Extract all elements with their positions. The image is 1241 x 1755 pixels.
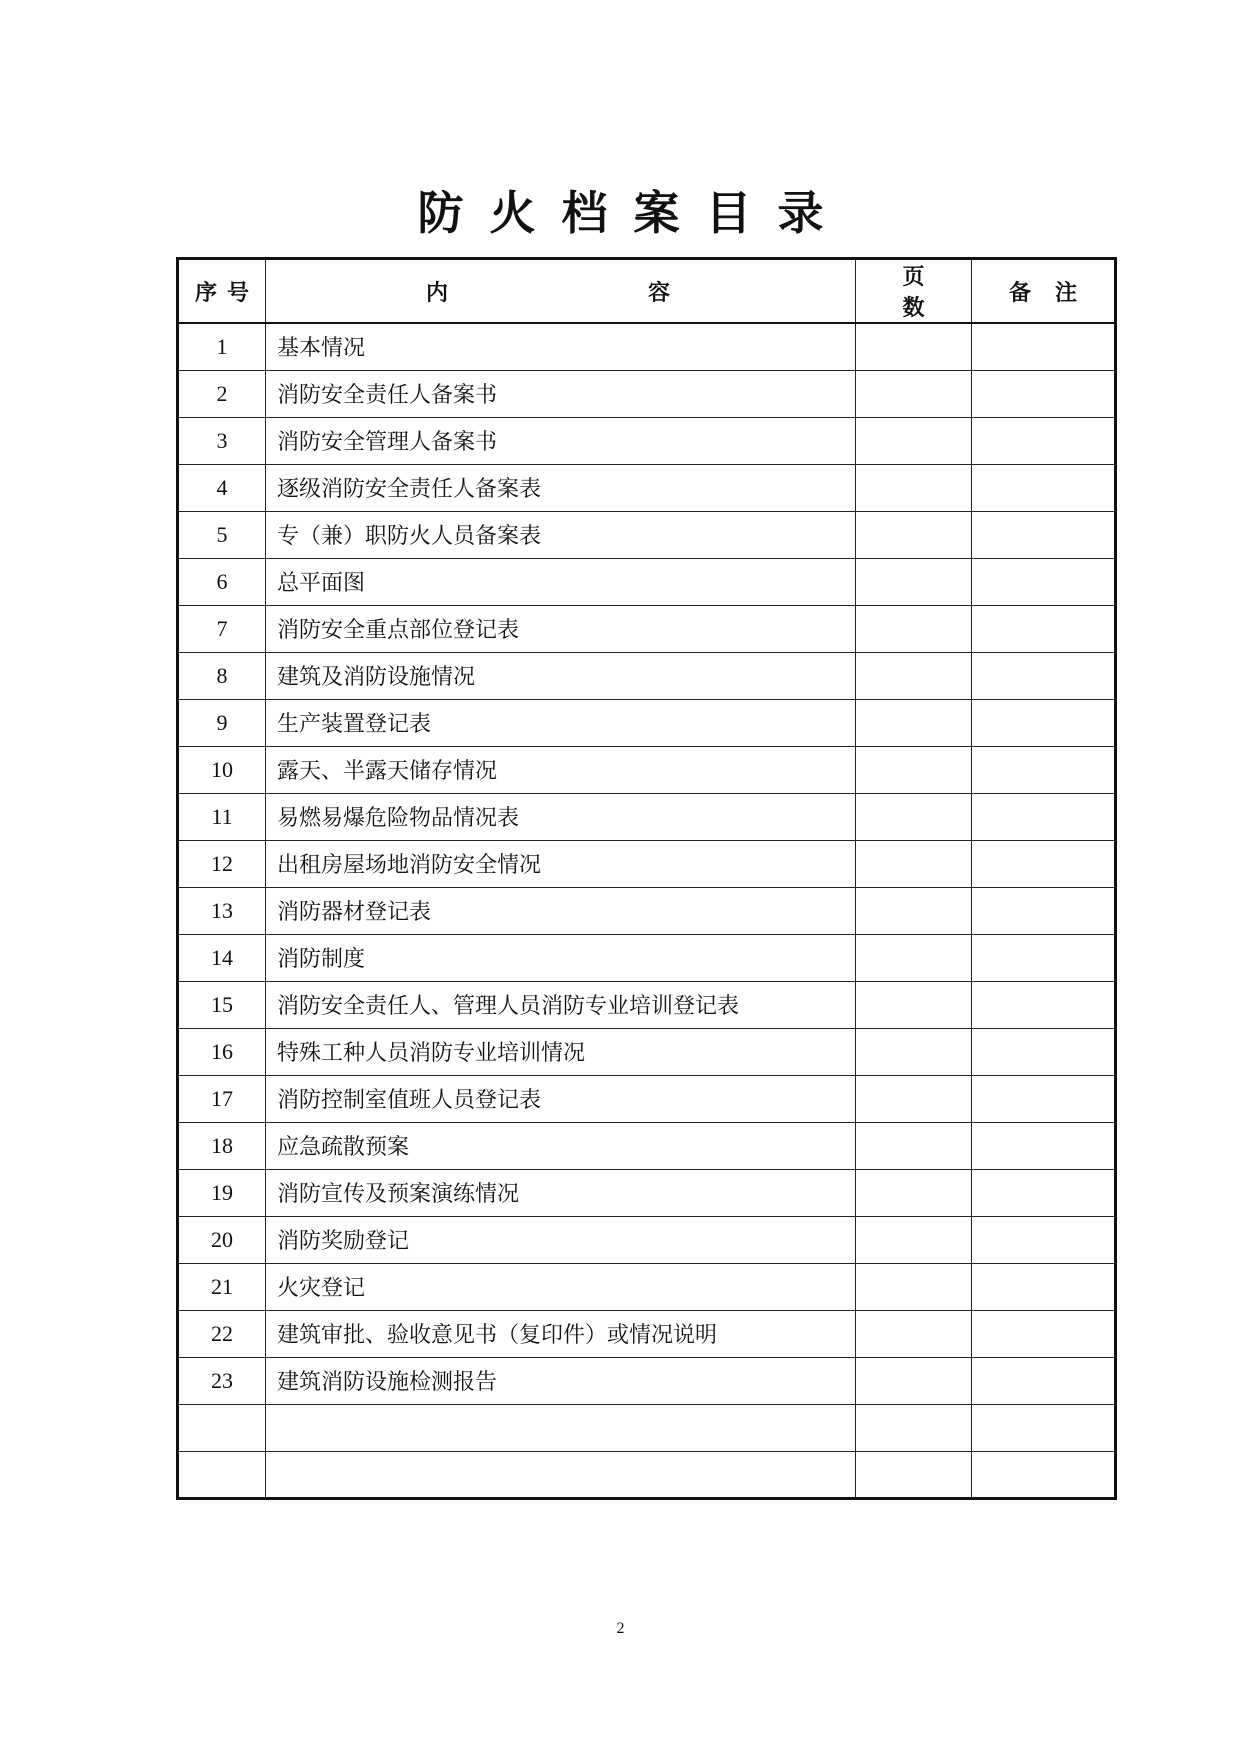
row-notes <box>972 605 1116 652</box>
row-pages <box>856 840 972 887</box>
row-pages <box>856 605 972 652</box>
row-content: 建筑及消防设施情况 <box>266 652 856 699</box>
row-number: 17 <box>178 1075 266 1122</box>
row-pages <box>856 1451 972 1498</box>
row-content: 特殊工种人员消防专业培训情况 <box>266 1028 856 1075</box>
row-number: 5 <box>178 511 266 558</box>
row-content: 消防奖励登记 <box>266 1216 856 1263</box>
table-row <box>178 417 1116 464</box>
row-pages <box>856 699 972 746</box>
row-notes <box>972 1451 1116 1498</box>
table-row <box>178 746 1116 793</box>
table-row <box>178 1404 1116 1451</box>
table-row <box>178 1028 1116 1075</box>
row-content: 建筑审批、验收意见书（复印件）或情况说明 <box>266 1310 856 1357</box>
row-notes <box>972 1216 1116 1263</box>
row-content: 消防宣传及预案演练情况 <box>266 1169 856 1216</box>
row-content: 消防制度 <box>266 934 856 981</box>
header-content-right: 容 <box>648 280 671 306</box>
row-pages <box>856 793 972 840</box>
row-content: 出租房屋场地消防安全情况 <box>266 840 856 887</box>
row-number: 4 <box>178 464 266 511</box>
row-number: 8 <box>178 652 266 699</box>
row-number: 20 <box>178 1216 266 1263</box>
row-notes <box>972 934 1116 981</box>
row-pages <box>856 370 972 417</box>
row-pages <box>856 1169 972 1216</box>
table-row <box>178 934 1116 981</box>
row-pages <box>856 1216 972 1263</box>
row-content: 应急疏散预案 <box>266 1122 856 1169</box>
document-title: 防火档案目录 <box>417 186 850 240</box>
row-pages <box>856 417 972 464</box>
row-number: 23 <box>178 1357 266 1404</box>
row-notes <box>972 1357 1116 1404</box>
row-content: 总平面图 <box>266 558 856 605</box>
table-row <box>178 1263 1116 1310</box>
row-pages <box>856 1028 972 1075</box>
row-number: 2 <box>178 370 266 417</box>
header-content-left: 内 <box>426 280 449 306</box>
row-pages <box>856 887 972 934</box>
row-notes <box>972 323 1116 370</box>
row-notes <box>972 1310 1116 1357</box>
row-pages <box>856 558 972 605</box>
row-notes <box>972 417 1116 464</box>
row-notes <box>972 511 1116 558</box>
table-row <box>178 323 1116 370</box>
row-number: 22 <box>178 1310 266 1357</box>
row-number: 13 <box>178 887 266 934</box>
table-row <box>178 605 1116 652</box>
row-content: 生产装置登记表 <box>266 699 856 746</box>
row-notes <box>972 840 1116 887</box>
row-pages <box>856 934 972 981</box>
row-notes <box>972 1028 1116 1075</box>
row-content: 消防器材登记表 <box>266 887 856 934</box>
toc-body <box>178 323 1116 1498</box>
row-pages <box>856 464 972 511</box>
row-content: 露天、半露天储存情况 <box>266 746 856 793</box>
row-notes <box>972 1122 1116 1169</box>
row-notes <box>972 887 1116 934</box>
row-notes <box>972 699 1116 746</box>
table-row <box>178 1075 1116 1122</box>
table-row <box>178 511 1116 558</box>
row-pages <box>856 1404 972 1451</box>
row-pages <box>856 323 972 370</box>
row-notes <box>972 746 1116 793</box>
header-no: 序号 <box>178 259 266 324</box>
row-pages <box>856 652 972 699</box>
row-notes <box>972 558 1116 605</box>
header-pages: 页数 <box>856 259 972 324</box>
header-content <box>266 259 856 324</box>
row-number: 1 <box>178 323 266 370</box>
table-row <box>178 1310 1116 1357</box>
row-notes <box>972 1404 1116 1451</box>
row-number: 21 <box>178 1263 266 1310</box>
table-row <box>178 464 1116 511</box>
row-content: 消防控制室值班人员登记表 <box>266 1075 856 1122</box>
table-row <box>178 1169 1116 1216</box>
row-notes <box>972 1263 1116 1310</box>
table-row <box>178 887 1116 934</box>
row-content: 消防安全重点部位登记表 <box>266 605 856 652</box>
row-notes <box>972 652 1116 699</box>
row-content: 基本情况 <box>266 323 856 370</box>
row-number: 11 <box>178 793 266 840</box>
row-notes <box>972 793 1116 840</box>
row-pages <box>856 981 972 1028</box>
page-number: 2 <box>616 1620 625 1637</box>
header-notes: 备注 <box>972 259 1116 324</box>
table-row <box>178 558 1116 605</box>
table-row <box>178 1122 1116 1169</box>
row-content <box>266 1451 856 1498</box>
row-number: 3 <box>178 417 266 464</box>
row-pages <box>856 1263 972 1310</box>
row-content: 火灾登记 <box>266 1263 856 1310</box>
row-pages <box>856 746 972 793</box>
row-content: 逐级消防安全责任人备案表 <box>266 464 856 511</box>
row-pages <box>856 511 972 558</box>
row-number: 16 <box>178 1028 266 1075</box>
row-content: 易燃易爆危险物品情况表 <box>266 793 856 840</box>
row-content: 专（兼）职防火人员备案表 <box>266 511 856 558</box>
table-header-row <box>178 259 1116 324</box>
row-content <box>266 1404 856 1451</box>
row-number: 7 <box>178 605 266 652</box>
row-notes <box>972 370 1116 417</box>
row-notes <box>972 1169 1116 1216</box>
row-pages <box>856 1357 972 1404</box>
row-number <box>178 1451 266 1498</box>
row-pages <box>856 1122 972 1169</box>
row-content: 消防安全责任人备案书 <box>266 370 856 417</box>
row-number: 9 <box>178 699 266 746</box>
table-row <box>178 699 1116 746</box>
row-number: 19 <box>178 1169 266 1216</box>
row-notes <box>972 1075 1116 1122</box>
row-notes <box>972 981 1116 1028</box>
row-content: 消防安全责任人、管理人员消防专业培训登记表 <box>266 981 856 1028</box>
row-pages <box>856 1310 972 1357</box>
table-row <box>178 1357 1116 1404</box>
row-number: 6 <box>178 558 266 605</box>
table-row <box>178 1451 1116 1498</box>
table-row <box>178 793 1116 840</box>
table-row <box>178 840 1116 887</box>
row-notes <box>972 464 1116 511</box>
row-pages <box>856 1075 972 1122</box>
row-number: 18 <box>178 1122 266 1169</box>
row-content: 建筑消防设施检测报告 <box>266 1357 856 1404</box>
table-row <box>178 981 1116 1028</box>
toc-table <box>176 257 1117 1500</box>
table-row <box>178 1216 1116 1263</box>
table-row <box>178 370 1116 417</box>
row-number: 10 <box>178 746 266 793</box>
row-content: 消防安全管理人备案书 <box>266 417 856 464</box>
row-number: 14 <box>178 934 266 981</box>
row-number: 12 <box>178 840 266 887</box>
table-row <box>178 652 1116 699</box>
row-number: 15 <box>178 981 266 1028</box>
row-number <box>178 1404 266 1451</box>
